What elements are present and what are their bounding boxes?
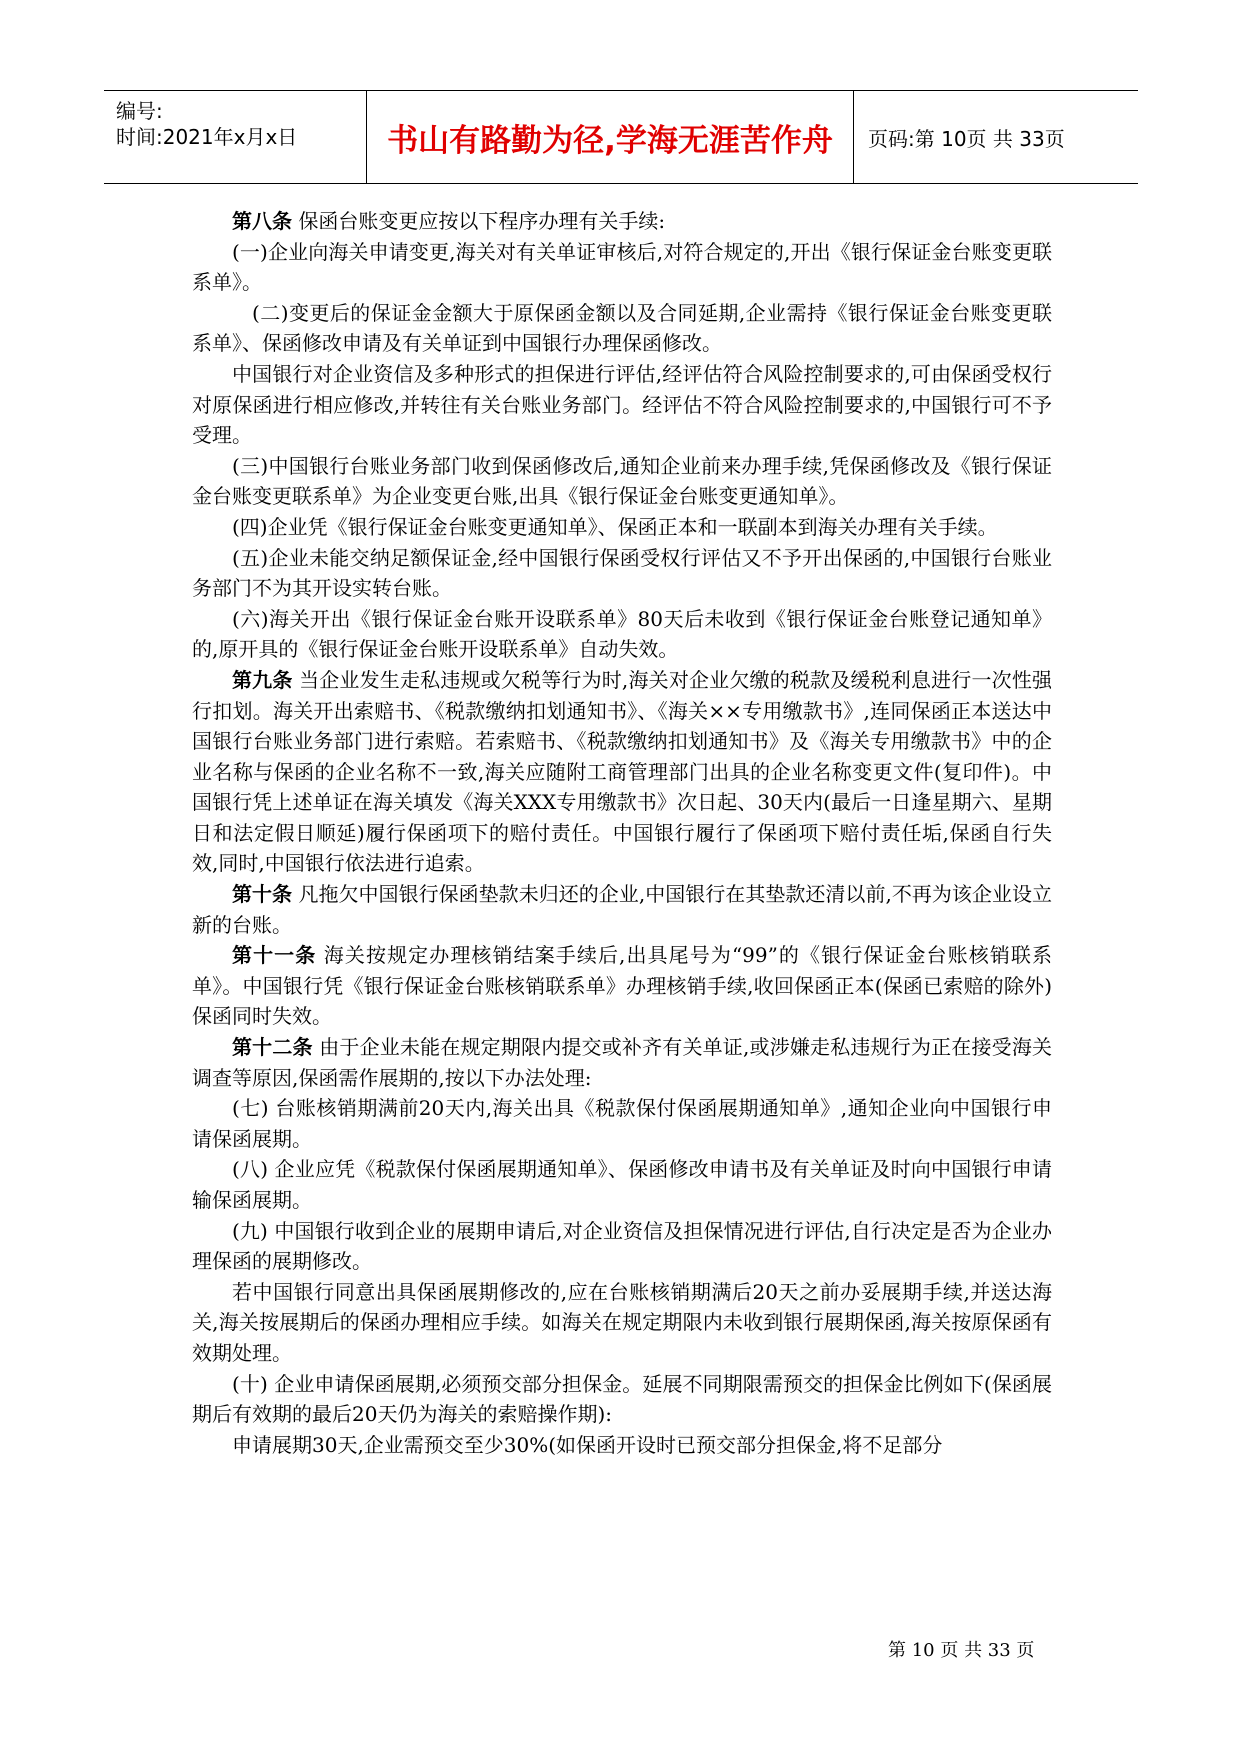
paragraph: (四)企业凭《银行保证金台账变更通知单》、保函正本和一联副本到海关办理有关手续。	[232, 514, 998, 539]
time-label: 时间:2021年x月x日	[116, 125, 298, 149]
header-page-label: 页码:第 10页 共 33页	[868, 126, 1065, 151]
paragraph: 中国银行对企业资信及多种形式的担保进行评估,经评估符合风险控制要求的,可由保函受权行对原保函进行相应修改,并转往有关台账业务部门。经评估不符合风险控制要求的,中国银行可不予受理。	[192, 361, 1052, 448]
paragraph: (五)企业未能交纳足额保证金,经中国银行保函受权行评估又不予开出保函的,中国银行台账业务部门不为其开设实转台账。	[192, 545, 1052, 601]
paragraph: (十) 企业申请保函展期,必须预交部分担保金。延展不同期限需预交的担保金比例如下(保函展期后有效期的最后20天仍为海关的索赔操作期):	[192, 1371, 1052, 1427]
paragraph: (二)变更后的保证金金额大于原保函金额以及合同延期,企业需持《银行保证金台账变更联系单》、保函修改申请及有关单证到中国银行办理保函修改。	[192, 300, 1052, 356]
page-header	[104, 90, 1138, 184]
document-body	[192, 206, 1052, 1460]
paragraph: (七) 台账核销期满前20天内,海关出具《税款保付保函展期通知单》,通知企业向中国银行申请保函展期。	[192, 1096, 1052, 1151]
header-motto: 书山有路勤为径,学海无涯苦作舟	[367, 91, 854, 183]
number-label: 编号:	[116, 99, 163, 123]
paragraph: (六)海关开出《银行保证金台账开设联系单》80天后未收到《银行保证金台账登记通知单》的,原开具的《银行保证金台账开设联系单》自动失效。	[192, 606, 1052, 662]
paragraph: (九) 中国银行收到企业的展期申请后,对企业资信及担保情况进行评估,自行决定是否为企业办理保函的展期修改。	[192, 1218, 1052, 1274]
paragraph: (一)企业向海关申请变更,海关对有关单证审核后,对符合规定的,开出《银行保证金台账变更联系单》。	[192, 239, 1052, 295]
header-meta	[104, 91, 367, 183]
paragraph-article-10: 第十条 凡拖欠中国银行保函垫款未归还的企业,中国银行在其垫款还清以前,不再为该企业设立新的台账。	[192, 882, 1053, 937]
paragraph: 申请展期30天,企业需预交至少30%(如保函开设时已预交部分担保金,将不足部分	[232, 1432, 943, 1457]
paragraph-article-12: 第十二条 由于企业未能在规定期限内提交或补齐有关单证,或涉嫌走私违规行为正在接受海关调查等原因,保函需作展期的,按以下办法处理:	[192, 1035, 1053, 1090]
page-footer: 第 10 页 共 33 页	[888, 1640, 1035, 1661]
paragraph-article-8: 第八条 保函台账变更应按以下程序办理有关手续:	[232, 209, 666, 233]
paragraph: (八) 企业应凭《税款保付保函展期通知单》、保函修改申请书及有关单证及时向中国银行申请输保函展期。	[192, 1157, 1052, 1212]
paragraph: (三)中国银行台账业务部门收到保函修改后,通知企业前来办理手续,凭保函修改及《银行保证金台账变更联系单》为企业变更台账,出具《银行保证金台账变更通知单》。	[192, 453, 1052, 509]
paragraph: 若中国银行同意出具保函展期修改的,应在台账核销期满后20天之前办妥展期手续,并送达海关,海关按展期后的保函办理相应手续。如海关在规定期限内未收到银行展期保函,海关按原保函有效期处理。	[192, 1279, 1052, 1365]
paragraph-article-11: 第十一条 海关按规定办理核销结案手续后,出具尾号为“99”的《银行保证金台账核销联系单》。中国银行凭《银行保证金台账核销联系单》办理核销手续,收回保函正本(保函已索赔的除外)保函同时失效。	[192, 943, 1052, 1029]
paragraph-article-9: 第九条 当企业发生走私违规或欠税等行为时,海关对企业欠缴的税款及缓税利息进行一次性强行扣划。海关开出索赔书、《税款缴纳扣划通知书》、《海关××专用缴款书》,连同保函正本送达中国银行台账业务部门进行索赔。若索赔书、《税款缴纳扣划通知书》及《海关专用缴款书》中的企业名称与保函的企业名称不一致,海关应随附工商管理部门出具的企业名称变更文件(复印件)。中国银行凭上述单证在海关填发《海关XXX专用缴款书》次日起、30天内(最后一日逢星期六、星期日和法定假日顺延)履行保函项下的赔付责任。中国银行履行了保函项下赔付责任垢,保函自行失效,同时,中国银行依法进行追索。	[192, 667, 1053, 876]
